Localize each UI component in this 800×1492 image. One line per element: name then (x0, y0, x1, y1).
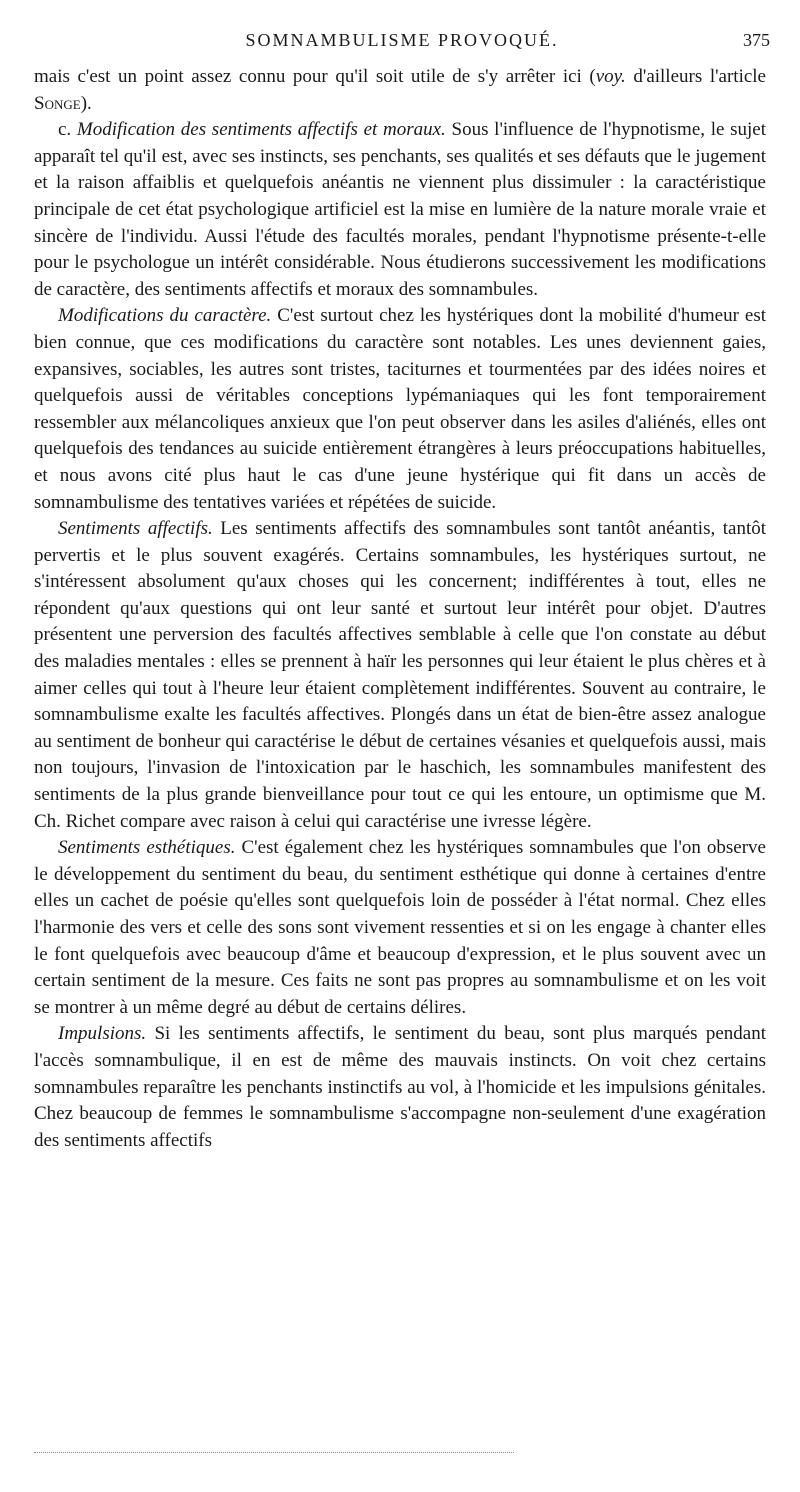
section-heading: Impulsions. (58, 1023, 147, 1045)
paragraph-text: mais c'est un point assez connu pour qu'il soit utile de s'y arrêter ici ( (34, 66, 596, 87)
section-heading: Modification des sentiments affectifs et moraux. (76, 119, 446, 141)
paragraph-text: Sous l'influence de l'hypnotisme, le sujet apparaît tel qu'il est, avec ses instincts, ses penchants, ses qualités et ses défauts que le jugement et la raison affaiblis et quelquefois anéantis ne viennent plus dissimuler : la caractéristique principale de cet état psychologique artificiel est la mise en lumière de la nature morale vraie et sincère de l'individu. Aussi l'étude des facultés morales, pendant l'hypnotisme présente-t-elle pour le psychologue un intérêt considérable. Nous étudierons successivement les modifications de caractère, des sentiments affectifs et moraux des somnambules. (34, 119, 767, 300)
body-text (34, 64, 766, 1154)
voy-reference: voy. (595, 66, 626, 87)
paragraph-text: Si les sentiments affectifs, le sentiment du beau, sont plus marqués pendant l'accès somnambulique, il en est de même des mauvais instincts. On voit chez certains somnambules reparaître les penchants instinctifs au vol, à l'homicide et les impulsions génitales. Chez beaucoup de femmes le somnambulisme s'accompagne non-seulement d'une exagération des sentiments affectifs (34, 1023, 766, 1151)
section-heading: Modifications du caractère. (58, 305, 272, 327)
paragraph-affectifs (34, 516, 766, 835)
section-heading: Sentiments esthétiques. (58, 837, 236, 859)
paragraph-impulsions (34, 1021, 766, 1154)
paragraph-text: C'est également chez les hystériques somnambules que l'on observe le développement du sentiment du beau, du sentiment esthétique qui donne à certaines d'entre elles un cachet de poésie qu'elles sont quelquefois loin de posséder à l'état normal. Chez elles l'harmonie des vers et celle des sons sont vivement ressenties et si on les engage à chanter elles le font quelquefois avec beaucoup d'âme et beaucoup d'expression, et le plus souvent avec un certain sentiment de la mesure. Ces faits ne sont pas propres au somnambulisme et on les voit se montrer à un même degré au début de certains délires. (34, 837, 766, 1018)
article-reference: Songe (34, 92, 81, 114)
footer-rule (34, 1452, 514, 1453)
page-number: 375 (743, 30, 770, 50)
paragraph-modification (34, 117, 766, 303)
paragraph-text: d'ailleurs l'article (625, 66, 766, 87)
paragraph-text: Les sentiments affectifs des somnambules sont tantôt anéantis, tantôt pervertis et le plus souvent exagérés. Certains somnambules, les hystériques surtout, ne s'intéressent absolument qu'aux choses qui les concernent; indifférentes à tout, elles ne répondent qu'aux questions qui ont leur santé et surtout leur intérêt pour objet. D'autres présentent une perversion des facultés affectives semblable à celle que l'on constate au début des maladies mentales : elles se prennent à haïr les personnes qui leur étaient le plus chères et à aimer celles qui tout à l'heure leur étaient complètement indifférentes. Souvent au contraire, le somnambulisme exalte les facultés affectives. Plongés dans un état de bien-être assez analogue au sentiment de bonheur qui caractérise le début de certaines vésanies et quelquefois aussi, mais non toujours, l'invasion de l'intoxication par le haschich, les somnambules manifestent des sentiments de la plus grande bienveillance pour tout ce qui les entoure, un optimisme que M. Ch. Richet compare avec raison à celui qui caractérise une ivresse légère. (34, 518, 766, 832)
section-heading: Sentiments affectifs. (58, 518, 213, 540)
paragraph-text: ). (80, 92, 92, 114)
paragraph-caractere (34, 303, 766, 516)
page-header (34, 30, 770, 56)
running-head: SOMNAMBULISME PROVOQUÉ. (245, 30, 559, 50)
section-label: c. (58, 119, 72, 141)
paragraph-text: C'est surtout chez les hystériques dont la mobilité d'humeur est bien connue, que ces modifications du caractère sont notables. Les unes deviennent gaies, expansives, sociables, les autres sont tristes, taciturnes et tourmentées par des idées noires et quelquefois aussi de véritables conceptions lypémaniaques qui les font temporairement ressembler aux mélancoliques anxieux que l'on peut observer dans les asiles d'aliénés, elles ont quelquefois des tendances au suicide entièrement étrangères à leurs préoccupations habituelles, et nous avons cité plus haut le cas d'une jeune hystérique qui fit dans un accès de somnambulisme des tentatives variées et répétées de suicide. (34, 305, 766, 513)
paragraph-esthetiques (34, 835, 766, 1021)
paragraph-continuation (34, 64, 766, 117)
